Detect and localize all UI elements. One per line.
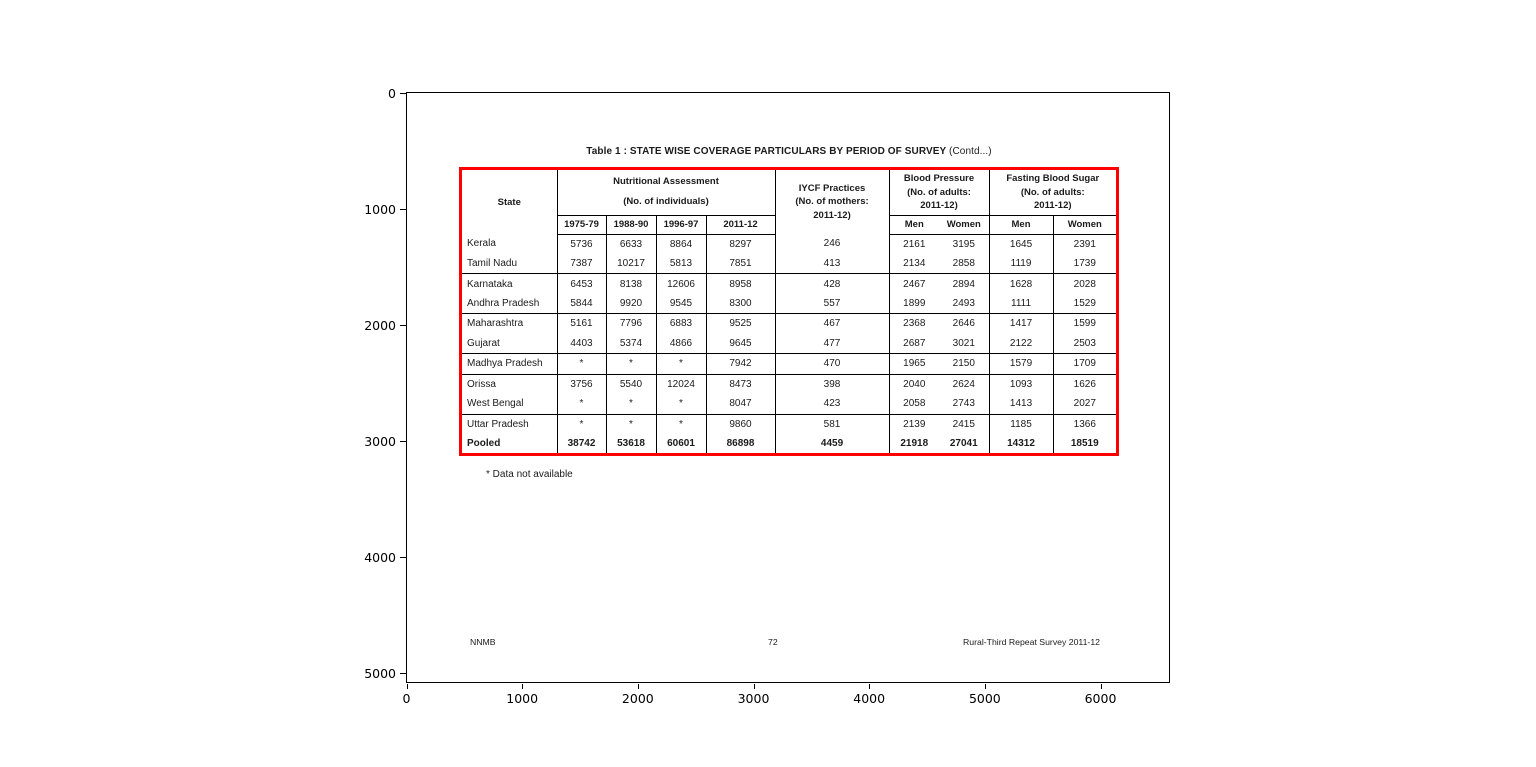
- x-axis-tick-mark: [407, 684, 408, 689]
- value-cell: 5540: [606, 374, 656, 394]
- value-cell: 1185: [989, 414, 1053, 434]
- x-axis-tick-mark: [638, 684, 639, 689]
- value-cell: 12024: [656, 374, 706, 394]
- x-axis-tick-label: 1000: [506, 691, 539, 706]
- state-name-cell: Maharashtra: [462, 314, 557, 334]
- state-name-cell: West Bengal: [462, 394, 557, 414]
- footer-org: NNMB: [470, 637, 496, 647]
- value-cell: 1529: [1053, 294, 1116, 314]
- value-cell: 2368: [903, 318, 926, 330]
- value-cell: 8047: [706, 394, 775, 414]
- value-cell: 12606: [656, 274, 706, 294]
- fbs-line1: Fasting Blood Sugar: [1006, 173, 1100, 184]
- state-name-cell: Orissa: [462, 374, 557, 394]
- footnote: * Data not available: [486, 469, 573, 480]
- value-cell: 2161: [903, 238, 926, 250]
- state-name-cell: Kerala: [462, 234, 557, 254]
- value-cell: 2027: [1053, 394, 1116, 414]
- value-cell: 2493: [939, 294, 989, 314]
- bp-line3: 2011-12): [920, 200, 958, 211]
- value-cell: 2624: [939, 374, 989, 394]
- value-cell: 246: [775, 234, 889, 254]
- y-axis-tick-label: 4000: [364, 549, 396, 565]
- value-cell: 2028: [1073, 278, 1096, 290]
- x-axis-tick-label: 3000: [737, 691, 770, 706]
- table-row: [462, 353, 1116, 374]
- value-cell: 2503: [1053, 334, 1116, 354]
- value-cell: 413: [775, 254, 889, 274]
- value-cell: 2139: [903, 418, 926, 430]
- col-header-fasting-blood-sugar: [989, 170, 1116, 215]
- value-cell: 53618: [606, 434, 656, 453]
- col-header-1996-97: 1996-97: [656, 215, 706, 234]
- value-cell: 7851: [706, 254, 775, 274]
- y-axis-tick-label: 0: [388, 85, 396, 101]
- y-axis-tick-mark: [400, 673, 406, 674]
- value-cell: *: [557, 353, 606, 374]
- value-cell: 5844: [557, 294, 606, 314]
- value-cell: 18519: [1070, 437, 1099, 449]
- iycf-line1: IYCF Practices: [798, 182, 866, 194]
- fbs-line2: (No. of adults:: [1020, 186, 1085, 198]
- value-cell: 4403: [557, 334, 606, 354]
- x-axis-tick-label: 0: [402, 691, 411, 706]
- value-cell: 60601: [656, 434, 706, 453]
- x-axis-tick-mark: [754, 684, 755, 689]
- value-cell: 2858: [939, 254, 989, 274]
- y-axis-tick-mark: [400, 557, 406, 558]
- value-cell: 428: [775, 274, 889, 294]
- value-cell: 470: [775, 353, 889, 374]
- value-cell: 8473: [706, 374, 775, 394]
- table-row: [462, 434, 1116, 453]
- col-header-1988-90: 1988-90: [606, 215, 656, 234]
- value-cell: 1599: [1073, 318, 1096, 330]
- col-header-2011-12: 2011-12: [706, 215, 775, 234]
- value-cell: 9920: [606, 294, 656, 314]
- x-axis-tick-mark: [1101, 684, 1102, 689]
- value-cell: 8300: [706, 294, 775, 314]
- value-cell: 7387: [557, 254, 606, 274]
- y-axis-tick-mark: [400, 325, 406, 326]
- footer-page-number: 72: [768, 637, 778, 647]
- value-cell: 3195: [939, 234, 989, 254]
- state-name-cell: Madhya Pradesh: [462, 353, 557, 374]
- value-cell: *: [656, 353, 706, 374]
- value-cell: 1413: [989, 394, 1053, 414]
- value-cell: 2040: [903, 378, 926, 390]
- value-cell: 6633: [606, 234, 656, 254]
- x-axis-tick-label: 4000: [853, 691, 886, 706]
- value-cell: 3756: [557, 374, 606, 394]
- value-cell: 1111: [989, 294, 1053, 314]
- value-cell: 86898: [706, 434, 775, 453]
- value-cell: 2058: [889, 394, 939, 414]
- value-cell: 9645: [706, 334, 775, 354]
- value-cell: 1628: [989, 274, 1053, 294]
- col-header-state: State: [462, 170, 557, 234]
- value-cell: 7942: [706, 353, 775, 374]
- y-axis-tick-label: 5000: [364, 665, 396, 681]
- value-cell: 9545: [656, 294, 706, 314]
- value-cell: 4866: [656, 334, 706, 354]
- table-row: [462, 334, 1116, 354]
- y-axis-tick-label: 2000: [364, 317, 396, 333]
- state-name-cell: Uttar Pradesh: [462, 414, 557, 434]
- value-cell: *: [606, 394, 656, 414]
- table-row: [462, 314, 1116, 334]
- col-header-iycf: [775, 170, 889, 234]
- value-cell: 3021: [939, 334, 989, 354]
- col-header-fbs-women: Women: [1053, 215, 1116, 234]
- col-header-bp-women: Women: [939, 215, 989, 234]
- document-title-main: Table 1 : STATE WISE COVERAGE PARTICULARS BY PERIOD OF SURVEY: [586, 146, 947, 157]
- y-axis-tick-mark: [400, 93, 406, 94]
- value-cell: 7796: [606, 314, 656, 334]
- y-axis-tick-label: 1000: [364, 201, 396, 217]
- value-cell: *: [606, 353, 656, 374]
- value-cell: 1119: [989, 254, 1053, 274]
- x-axis-tick-mark: [522, 684, 523, 689]
- col-header-1975-79: 1975-79: [557, 215, 606, 234]
- col-header-nutritional: [557, 170, 775, 215]
- value-cell: 21918: [900, 437, 929, 449]
- value-cell: 2646: [939, 314, 989, 334]
- col-header-fbs-men: Men: [989, 215, 1053, 234]
- value-cell: *: [606, 414, 656, 434]
- value-cell: 10217: [606, 254, 656, 274]
- table-row: [462, 274, 1116, 294]
- value-cell: 9525: [706, 314, 775, 334]
- value-cell: 2743: [939, 394, 989, 414]
- iycf-line2: (No. of mothers:: [795, 196, 869, 208]
- value-cell: *: [557, 414, 606, 434]
- value-cell: 1965: [889, 353, 939, 374]
- value-cell: *: [656, 394, 706, 414]
- y-axis-tick-label: 3000: [364, 433, 396, 449]
- value-cell: 1645: [989, 234, 1053, 254]
- table-row: [462, 234, 1116, 254]
- table-row: [462, 394, 1116, 414]
- value-cell: 5374: [606, 334, 656, 354]
- document-title-contd-text: (Contd...): [949, 146, 992, 157]
- table-row: [462, 414, 1116, 434]
- document-title: [460, 146, 1118, 157]
- value-cell: 398: [775, 374, 889, 394]
- value-cell: 2467: [903, 278, 926, 290]
- value-cell: 467: [775, 314, 889, 334]
- x-axis-tick-mark: [985, 684, 986, 689]
- value-cell: 27041: [939, 434, 989, 453]
- value-cell: 6883: [656, 314, 706, 334]
- value-cell: 5736: [557, 234, 606, 254]
- fbs-line3: 2011-12): [1034, 200, 1072, 211]
- y-axis-tick-mark: [400, 441, 406, 442]
- value-cell: *: [656, 414, 706, 434]
- footer-survey-name: Rural-Third Repeat Survey 2011-12: [963, 637, 1100, 647]
- value-cell: 1739: [1053, 254, 1116, 274]
- table-row: [462, 254, 1116, 274]
- nutritional-line2: (No. of individuals): [623, 196, 709, 208]
- value-cell: 1709: [1053, 353, 1116, 374]
- col-header-blood-pressure: [889, 170, 989, 215]
- value-cell: 2134: [889, 254, 939, 274]
- value-cell: 557: [775, 294, 889, 314]
- bp-line1: Blood Pressure: [903, 173, 975, 184]
- value-cell: *: [557, 394, 606, 414]
- value-cell: 14312: [989, 434, 1053, 453]
- value-cell: 8864: [656, 234, 706, 254]
- x-axis-tick-label: 5000: [968, 691, 1001, 706]
- value-cell: 1626: [1073, 378, 1096, 390]
- table-row: [462, 374, 1116, 394]
- state-name-cell: Pooled: [462, 434, 557, 453]
- value-cell: 1899: [889, 294, 939, 314]
- value-cell: 581: [775, 414, 889, 434]
- state-name-cell: Tamil Nadu: [462, 254, 557, 274]
- bp-line2: (No. of adults:: [907, 186, 971, 198]
- value-cell: 2150: [939, 353, 989, 374]
- value-cell: 1093: [989, 374, 1053, 394]
- value-cell: 2415: [939, 414, 989, 434]
- x-axis-tick-label: 6000: [1084, 691, 1117, 706]
- value-cell: 4459: [775, 434, 889, 453]
- value-cell: 1366: [1073, 418, 1096, 430]
- value-cell: 1579: [989, 353, 1053, 374]
- state-name-cell: Gujarat: [462, 334, 557, 354]
- value-cell: 8297: [706, 234, 775, 254]
- value-cell: 2687: [889, 334, 939, 354]
- value-cell: 38742: [557, 434, 606, 453]
- x-axis-tick-label: 2000: [621, 691, 654, 706]
- value-cell: 8138: [606, 274, 656, 294]
- value-cell: 6453: [557, 274, 606, 294]
- coverage-table: [459, 167, 1119, 456]
- value-cell: 5161: [557, 314, 606, 334]
- value-cell: 1417: [989, 314, 1053, 334]
- value-cell: 5813: [656, 254, 706, 274]
- iycf-line3: 2011-12): [813, 209, 851, 221]
- nutritional-line1: Nutritional Assessment: [613, 176, 719, 188]
- x-axis-tick-mark: [869, 684, 870, 689]
- value-cell: 8958: [706, 274, 775, 294]
- table-row: [462, 294, 1116, 314]
- value-cell: 2391: [1073, 238, 1096, 250]
- y-axis-tick-mark: [400, 209, 406, 210]
- value-cell: 2894: [939, 274, 989, 294]
- col-header-bp-men: Men: [889, 215, 939, 234]
- state-name-cell: Andhra Pradesh: [462, 294, 557, 314]
- value-cell: 2122: [989, 334, 1053, 354]
- value-cell: 9860: [706, 414, 775, 434]
- state-name-cell: Karnataka: [462, 274, 557, 294]
- value-cell: 423: [775, 394, 889, 414]
- value-cell: 477: [775, 334, 889, 354]
